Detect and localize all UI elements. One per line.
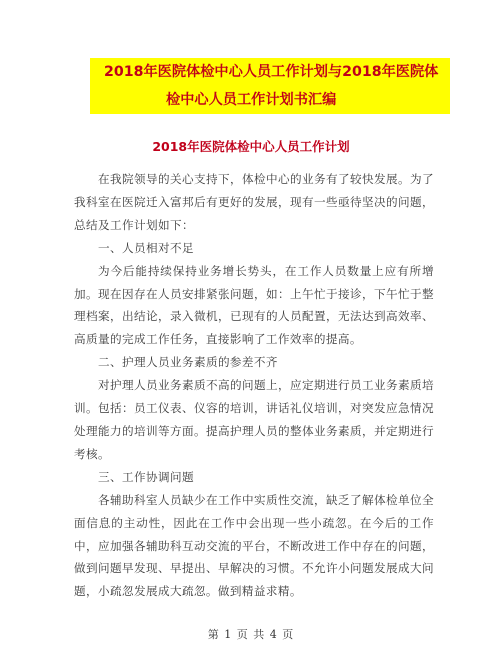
section-heading-3: 三、工作协调问题 [98, 469, 194, 484]
section-heading-2: 二、护理人员业务素质的参差不齐 [98, 355, 278, 370]
document-title-line1: 2018年医院体检中心人员工作计划与2018年医院体 [104, 64, 439, 80]
document-title-line2: 检中心人员工作计划书汇编 [166, 92, 337, 108]
intro-paragraph: 在我院领导的关心支持下，体检中心的业务有了较快发展。为了我科室在医院迁入富邦后有更好的发展，现有一些亟待坚决的问题，总结及工作计划如下： [74, 172, 434, 232]
section-heading-1: 一、人员相对不足 [98, 240, 194, 255]
document-body [74, 168, 434, 603]
page-footer: 第 1 页 共 4 页 [207, 628, 295, 641]
paragraph-3: 各辅助科室人员缺少在工作中实质性交流，缺乏了解体检单位全面信息的主动性，因此在工作中会出现一些小疏忽。在今后的工作中，应加强各辅助科互动交流的平台，不断改进工作中存在的问题，做到问题早发现、早提出、早解决的习惯。不允许小问题发展成大问题，小疏忽发展成大疏忽。做到精益求精。 [74, 492, 434, 599]
document-title [90, 58, 450, 114]
section-title: 2018年医院体检中心人员工作计划 [152, 139, 350, 154]
paragraph-2: 对护理人员业务素质不高的问题上，应定期进行员工业务素质培训。包括：员工仪表、仪容的培训，讲话礼仪培训，对突发应急情况处理能力的培训等方面。提高护理人员的整体业务素质，并定期进行考核。 [74, 378, 434, 461]
paragraph-1: 为今后能持续保持业务增长势头，在工作人员数量上应有所增加。现在因存在人员安排紧张问题，如：上午忙于接诊，下午忙于整理档案，出结论，录入微机，已现有的人员配置，无法达到高效率、高质量的完成工作任务，直接影响了工作效率的提高。 [74, 263, 434, 347]
